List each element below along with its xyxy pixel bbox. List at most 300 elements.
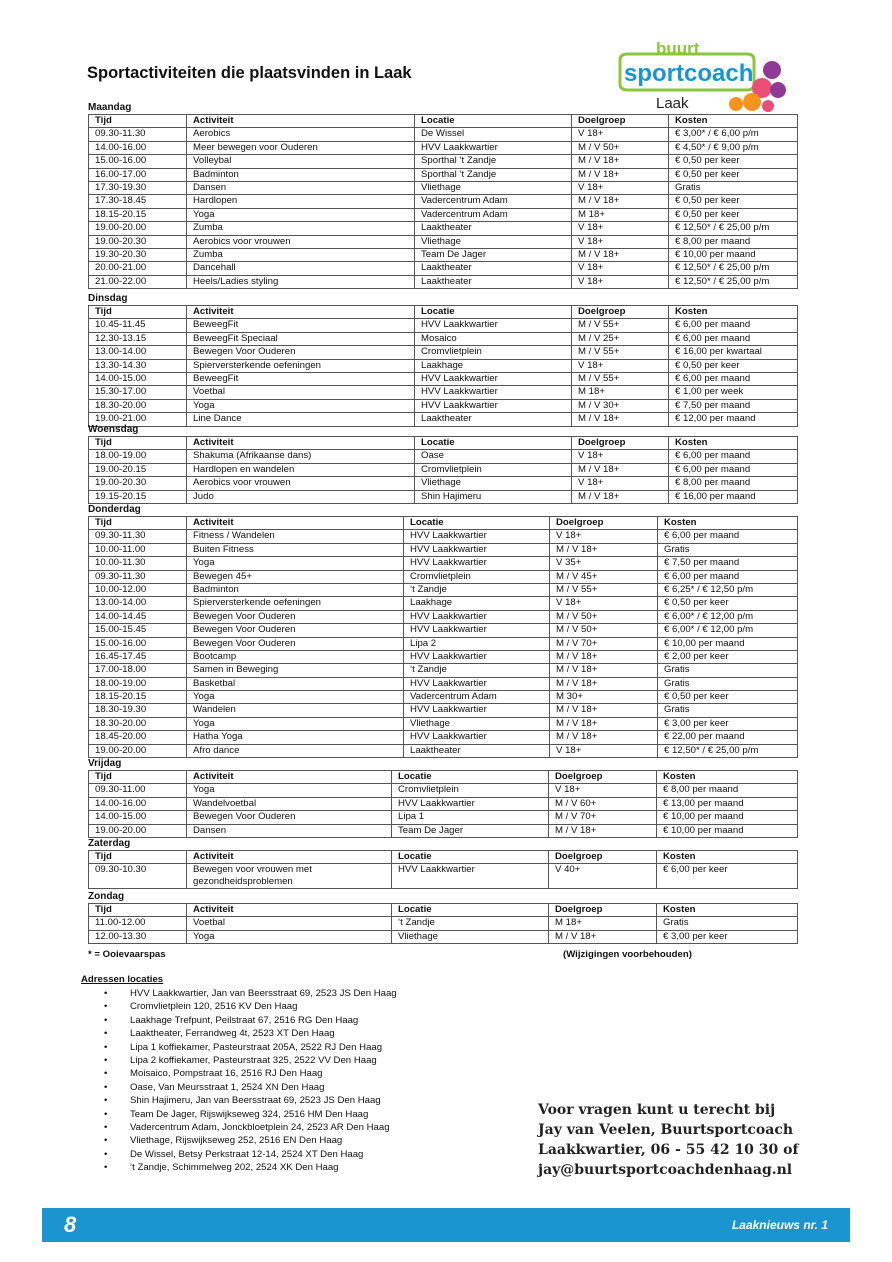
address-item (104, 1094, 397, 1107)
table-header-row (89, 517, 798, 530)
table-cell: € 6,25* / € 12,50 p/m (658, 583, 798, 596)
schedule-table (88, 114, 798, 289)
address-text: Laakhage Trefpunt, Peilstraat 67, 2516 RG Den Haag (130, 1014, 359, 1026)
table-cell: Laaktheater (404, 744, 550, 757)
table-cell: € 1,00 per week (669, 386, 798, 399)
table-cell: V 18+ (572, 359, 669, 372)
table-cell: Yoga (187, 557, 404, 570)
table-cell: 13.00-14.00 (89, 346, 187, 359)
table-cell: € 6,00 per maand (658, 530, 798, 543)
table-cell: HVV Laakkwartier (404, 650, 550, 663)
table-cell: M / V 50+ (572, 141, 669, 154)
address-item (104, 1161, 397, 1174)
column-header: Kosten (657, 904, 798, 917)
table-cell: M / V 55+ (572, 346, 669, 359)
column-header: Kosten (658, 517, 798, 530)
column-header: Doelgroep (572, 115, 669, 128)
table-cell: 18.15-20.15 (89, 691, 187, 704)
table-cell: Aerobics voor vrouwen (187, 235, 415, 248)
table-cell: M / V 18+ (572, 413, 669, 426)
table-cell: HVV Laakkwartier (415, 141, 572, 154)
address-text: Lipa 1 koffiekamer, Pasteurstraat 205A, 2522 RJ Den Haag (130, 1041, 383, 1053)
table-cell: € 3,00 per keer (658, 717, 798, 730)
column-header: Activiteit (187, 306, 415, 319)
table-cell: ‘t Zandje (392, 917, 549, 930)
table-cell: Team De Jager (392, 824, 549, 837)
table-cell: V 18+ (572, 222, 669, 235)
table-row (89, 543, 798, 556)
table-row (89, 262, 798, 275)
table-row (89, 235, 798, 248)
table-cell: € 6,00 per maand (669, 319, 798, 332)
table-cell: HVV Laakkwartier (404, 731, 550, 744)
table-cell: M / V 18+ (550, 650, 658, 663)
column-header: Doelgroep (549, 904, 657, 917)
address-text: Team De Jager, Rijswijkseweg 324, 2516 HM Den Haag (130, 1108, 369, 1120)
table-cell: € 0,50 per keer (658, 691, 798, 704)
table-cell: Aerobics voor vrouwen (187, 477, 415, 490)
column-header: Tijd (89, 306, 187, 319)
table-cell: 15.00-15.45 (89, 624, 187, 637)
table-row (89, 650, 798, 663)
table-cell: Hatha Yoga (187, 731, 404, 744)
address-text: Cromvlietplein 120, 2516 KV Den Haag (130, 1001, 298, 1013)
address-item (104, 987, 397, 1000)
table-cell: € 12,50* / € 25,00 p/m (669, 262, 798, 275)
table-cell: Gratis (658, 704, 798, 717)
address-text: Shin Hajimeru, Jan van Beersstraat 69, 2523 JS Den Haag (130, 1095, 381, 1107)
bullet-icon: • (104, 1081, 108, 1093)
table-cell: M / V 55+ (572, 319, 669, 332)
table-row (89, 583, 798, 596)
table-cell: Basketbal (187, 677, 404, 690)
table-cell: Gratis (658, 664, 798, 677)
day-label: Vrijdag (88, 758, 122, 769)
column-header: Doelgroep (572, 306, 669, 319)
address-item (104, 1108, 397, 1121)
table-cell: 19.00-20.30 (89, 477, 187, 490)
table-cell: Bewegen Voor Ouderen (187, 624, 404, 637)
table-cell: BeweegFit Speciaal (187, 332, 415, 345)
table-row (89, 195, 798, 208)
column-header: Tijd (89, 115, 187, 128)
column-header: Doelgroep (549, 851, 657, 864)
table-cell: 18.30-20.00 (89, 717, 187, 730)
table-cell: 19.15-20.15 (89, 490, 187, 503)
address-text: Oase, Van Meursstraat 1, 2524 XN Den Haag (130, 1081, 325, 1093)
table-row (89, 181, 798, 194)
table-cell: 12.00-13.30 (89, 930, 187, 943)
column-header: Locatie (392, 851, 549, 864)
changes-note: (Wijzigingen voorbehouden) (563, 949, 692, 960)
column-header: Locatie (415, 115, 572, 128)
table-cell: Lipa 2 (404, 637, 550, 650)
table-cell: € 3,00* / € 6,00 p/m (669, 128, 798, 141)
table-cell: 11.00-12.00 (89, 917, 187, 930)
table-cell: Spierversterkende oefeningen (187, 597, 404, 610)
table-cell: € 6,00 per maand (669, 332, 798, 345)
bullet-icon: • (104, 988, 108, 999)
logo-graphic (612, 40, 792, 114)
address-item (104, 1081, 397, 1094)
table-cell: Gratis (658, 677, 798, 690)
table-row (89, 797, 798, 810)
table-cell: M / V 18+ (550, 717, 658, 730)
table-cell: V 35+ (550, 557, 658, 570)
addresses-list (104, 987, 397, 1174)
bullet-icon: • (104, 1148, 108, 1160)
footnote: * = Ooievaarspas (88, 949, 166, 960)
table-cell: Dansen (187, 824, 392, 837)
table-cell: V 40+ (549, 864, 657, 889)
table-cell: M 18+ (572, 386, 669, 399)
table-cell: 18.00-19.00 (89, 450, 187, 463)
table-cell: 20.00-21.00 (89, 262, 187, 275)
table-row (89, 744, 798, 757)
contact-line: Jay van Veelen, Buurtsportcoach (538, 1122, 794, 1138)
table-cell: 18.15-20.15 (89, 208, 187, 221)
table-cell: 15.00-16.00 (89, 637, 187, 650)
table-cell: € 16,00 per kwartaal (669, 346, 798, 359)
table-row (89, 624, 798, 637)
bullet-icon: • (104, 1121, 108, 1133)
table-cell: 17.00-18.00 (89, 664, 187, 677)
table-cell: M / V 50+ (550, 624, 658, 637)
table-cell: € 8,00 per maand (669, 235, 798, 248)
bullet-icon: • (104, 1041, 108, 1053)
table-cell: M / V 70+ (550, 637, 658, 650)
day-label: Zondag (88, 891, 125, 902)
table-cell: € 12,50* / € 25,00 p/m (669, 275, 798, 288)
table-row (89, 359, 798, 372)
address-item (104, 1000, 397, 1013)
table-cell: Voetbal (187, 386, 415, 399)
table-header-row (89, 771, 798, 784)
table-cell: M / V 18+ (549, 824, 657, 837)
contact-block (538, 1100, 799, 1180)
address-text: De Wissel, Betsy Perkstraat 12-14, 2524 XT Den Haag (130, 1148, 364, 1160)
table-row (89, 717, 798, 730)
table-cell: Yoga (187, 930, 392, 943)
table-cell: € 8,00 per maand (669, 477, 798, 490)
table-cell: Meer bewegen voor Ouderen (187, 141, 415, 154)
day-label: Zaterdag (88, 838, 131, 849)
table-cell: Vliethage (392, 930, 549, 943)
column-header: Locatie (392, 771, 549, 784)
table-cell: Yoga (187, 399, 415, 412)
table-cell: Vliethage (415, 477, 572, 490)
table-cell: 10.45-11.45 (89, 319, 187, 332)
table-cell: Badminton (187, 583, 404, 596)
column-header: Doelgroep (572, 437, 669, 450)
table-cell: 14.00-15.00 (89, 811, 187, 824)
bullet-icon: • (104, 1068, 108, 1080)
table-cell: Cromvlietplein (415, 346, 572, 359)
table-cell: € 6,00 per maand (658, 570, 798, 583)
table-cell: 19.00-20.00 (89, 744, 187, 757)
table-cell: V 18+ (550, 744, 658, 757)
bullet-icon: • (104, 1028, 108, 1040)
table-cell: € 6,00 per maand (669, 450, 798, 463)
table-cell: Zumba (187, 248, 415, 261)
addresses-title: Adressen locaties (81, 974, 164, 985)
table-cell: Bewegen Voor Ouderen (187, 811, 392, 824)
bullet-icon: • (104, 1001, 108, 1013)
table-cell: € 6,00* / € 12,00 p/m (658, 624, 798, 637)
schedule-table (88, 436, 798, 504)
table-cell: Samen in Beweging (187, 664, 404, 677)
contact-line: Voor vragen kunt u terecht bij (538, 1102, 776, 1118)
table-cell: € 7,50 per maand (669, 399, 798, 412)
table-cell: Gratis (657, 917, 798, 930)
address-item (104, 1054, 397, 1067)
table-row (89, 637, 798, 650)
table-cell: Gratis (669, 181, 798, 194)
table-row (89, 208, 798, 221)
table-cell: Yoga (187, 691, 404, 704)
table-row (89, 141, 798, 154)
table-row (89, 413, 798, 426)
day-label: Woensdag (88, 424, 139, 435)
bullet-icon: • (104, 1014, 108, 1026)
address-item (104, 1014, 397, 1027)
table-cell: BeweegFit (187, 372, 415, 385)
column-header: Kosten (669, 115, 798, 128)
table-cell: € 4,50* / € 9,00 p/m (669, 141, 798, 154)
table-cell: 13.00-14.00 (89, 597, 187, 610)
table-row (89, 731, 798, 744)
table-cell: € 0,50 per keer (669, 168, 798, 181)
table-cell: 14.00-15.00 (89, 372, 187, 385)
table-cell: € 10,00 per maand (658, 637, 798, 650)
table-cell: Vadercentrum Adam (404, 691, 550, 704)
column-header: Activiteit (187, 904, 392, 917)
table-cell: Volleybal (187, 155, 415, 168)
address-item (104, 1041, 397, 1054)
address-text: HVV Laakkwartier, Jan van Beersstraat 69, 2523 JS Den Haag (130, 988, 397, 999)
table-cell: HVV Laakkwartier (404, 677, 550, 690)
table-cell: Team De Jager (415, 248, 572, 261)
column-header: Activiteit (187, 851, 392, 864)
table-header-row (89, 115, 798, 128)
table-cell: Yoga (187, 717, 404, 730)
table-cell: Dansen (187, 181, 415, 194)
page-title: Sportactiviteiten die plaatsvinden in Laak (87, 64, 412, 82)
table-cell: Bewegen voor vrouwen met gezondheidsproblemen (187, 864, 392, 889)
table-cell: 21.00-22.00 (89, 275, 187, 288)
table-cell: ‘t Zandje (404, 664, 550, 677)
table-cell: 14.00-16.00 (89, 797, 187, 810)
table-cell: € 0,50 per keer (669, 195, 798, 208)
table-cell: M / V 50+ (550, 610, 658, 623)
table-row (89, 664, 798, 677)
table-cell: HVV Laakkwartier (415, 386, 572, 399)
table-cell: Voetbal (187, 917, 392, 930)
table-row (89, 332, 798, 345)
table-row (89, 168, 798, 181)
table-cell: Vadercentrum Adam (415, 195, 572, 208)
column-header: Kosten (669, 306, 798, 319)
table-row (89, 824, 798, 837)
table-cell: Gratis (658, 543, 798, 556)
table-cell: HVV Laakkwartier (404, 530, 550, 543)
table-cell: M / V 18+ (572, 248, 669, 261)
table-cell: M / V 18+ (550, 664, 658, 677)
buurtsportcoach-logo (612, 40, 792, 114)
table-row (89, 597, 798, 610)
table-cell: M / V 18+ (572, 463, 669, 476)
table-cell: € 0,50 per keer (669, 155, 798, 168)
table-cell: M / V 18+ (572, 195, 669, 208)
table-row (89, 386, 798, 399)
table-cell: Cromvlietplein (392, 784, 549, 797)
table-cell: HVV Laakkwartier (415, 319, 572, 332)
table-cell: € 8,00 per maand (657, 784, 798, 797)
table-cell: Line Dance (187, 413, 415, 426)
table-cell: Hardlopen en wandelen (187, 463, 415, 476)
table-row (89, 463, 798, 476)
table-cell: HVV Laakkwartier (404, 704, 550, 717)
table-cell: Badminton (187, 168, 415, 181)
table-cell: 16.45-17.45 (89, 650, 187, 663)
table-cell: Laakhage (404, 597, 550, 610)
bullet-icon: • (104, 1135, 108, 1147)
table-cell: Mosaico (415, 332, 572, 345)
table-row (89, 477, 798, 490)
day-label: Maandag (88, 102, 132, 113)
table-cell: M / V 18+ (550, 731, 658, 744)
table-cell: Laaktheater (415, 222, 572, 235)
table-cell: Bewegen Voor Ouderen (187, 346, 415, 359)
issue-label: Laaknieuws nr. 1 (731, 1218, 828, 1232)
table-cell: 12.30-13.15 (89, 332, 187, 345)
table-row (89, 222, 798, 235)
table-cell: Bewegen Voor Ouderen (187, 610, 404, 623)
column-header: Doelgroep (550, 517, 658, 530)
table-cell: Bootcamp (187, 650, 404, 663)
column-header: Tijd (89, 771, 187, 784)
table-cell: M 30+ (550, 691, 658, 704)
table-cell: 18.30-19.30 (89, 704, 187, 717)
table-row (89, 248, 798, 261)
table-cell: Aerobics (187, 128, 415, 141)
table-cell: € 10,00 per maand (657, 811, 798, 824)
table-cell: € 0,50 per keer (669, 359, 798, 372)
table-cell: 09.30-11.30 (89, 530, 187, 543)
table-cell: M / V 25+ (572, 332, 669, 345)
table-cell: 19.30-20.30 (89, 248, 187, 261)
table-cell: M / V 70+ (549, 811, 657, 824)
table-cell: € 3,00 per keer (657, 930, 798, 943)
table-cell: 15.30-17.00 (89, 386, 187, 399)
address-text: Vliethage, Rijswijkseweg 252, 2516 EN Den Haag (130, 1135, 343, 1147)
address-text: Lipa 2 koffiekamer, Pasteurstraat 325, 2522 VV Den Haag (130, 1054, 377, 1066)
table-cell: Afro dance (187, 744, 404, 757)
column-header: Tijd (89, 437, 187, 450)
bullet-icon: • (104, 1095, 108, 1107)
bullet-icon: • (104, 1162, 108, 1174)
table-cell: HVV Laakkwartier (404, 543, 550, 556)
table-cell: HVV Laakkwartier (404, 624, 550, 637)
table-cell: Laaktheater (415, 413, 572, 426)
table-cell: € 6,00* / € 12,00 p/m (658, 610, 798, 623)
table-cell: Vliethage (415, 181, 572, 194)
table-cell: M / V 30+ (572, 399, 669, 412)
table-cell: Dancehall (187, 262, 415, 275)
column-header: Activiteit (187, 115, 415, 128)
table-cell: € 10,00 per maand (657, 824, 798, 837)
table-cell: V 18+ (572, 235, 669, 248)
logo-word-buurt: buurt (656, 40, 700, 58)
table-row (89, 811, 798, 824)
table-cell: M / V 18+ (550, 677, 658, 690)
day-label: Dinsdag (88, 293, 128, 304)
column-header: Doelgroep (549, 771, 657, 784)
table-cell: ‘t Zandje (404, 583, 550, 596)
table-cell: € 0,50 per keer (658, 597, 798, 610)
table-cell: V 18+ (572, 128, 669, 141)
table-cell: HVV Laakkwartier (415, 372, 572, 385)
table-cell: Lipa 1 (392, 811, 549, 824)
table-row (89, 319, 798, 332)
column-header: Tijd (89, 904, 187, 917)
table-row (89, 275, 798, 288)
table-cell: € 6,00 per maand (669, 372, 798, 385)
contact-line: Laakkwartier, 06 - 55 42 10 30 of (538, 1142, 799, 1158)
table-row (89, 691, 798, 704)
table-row (89, 677, 798, 690)
table-cell: Shakuma (Afrikaanse dans) (187, 450, 415, 463)
table-cell: Spierversterkende oefeningen (187, 359, 415, 372)
table-cell: M 18+ (549, 917, 657, 930)
table-row (89, 346, 798, 359)
schedule-table (88, 305, 798, 427)
table-cell: Laaktheater (415, 262, 572, 275)
table-row (89, 530, 798, 543)
table-row (89, 128, 798, 141)
table-cell: 17.30-19.30 (89, 181, 187, 194)
table-cell: 19.00-20.00 (89, 222, 187, 235)
table-cell: € 12,00 per maand (669, 413, 798, 426)
table-cell: € 6,00 per maand (669, 463, 798, 476)
address-item (104, 1067, 397, 1080)
table-cell: 09.30-11.00 (89, 784, 187, 797)
table-cell: 18.45-20.00 (89, 731, 187, 744)
table-cell: Bewegen Voor Ouderen (187, 637, 404, 650)
address-item (104, 1027, 397, 1040)
table-row (89, 864, 798, 889)
table-row (89, 155, 798, 168)
table-cell: Vliethage (404, 717, 550, 730)
table-header-row (89, 851, 798, 864)
table-cell: 10.00-11.00 (89, 543, 187, 556)
table-row (89, 399, 798, 412)
table-cell: Heels/Ladies styling (187, 275, 415, 288)
table-cell: € 12,50* / € 25,00 p/m (658, 744, 798, 757)
address-item (104, 1134, 397, 1147)
contact-email[interactable]: jay@buurtsportcoachdenhaag.nl (538, 1162, 793, 1178)
table-cell: V 18+ (572, 262, 669, 275)
table-cell: 13.30-14.30 (89, 359, 187, 372)
table-cell: 09.30-11.30 (89, 128, 187, 141)
table-cell: Laaktheater (415, 275, 572, 288)
table-cell: HVV Laakkwartier (392, 864, 549, 889)
address-item (104, 1121, 397, 1134)
schedule-table (88, 516, 798, 758)
table-cell: Bewegen 45+ (187, 570, 404, 583)
table-cell: € 2,00 per keer (658, 650, 798, 663)
column-header: Activiteit (187, 771, 392, 784)
